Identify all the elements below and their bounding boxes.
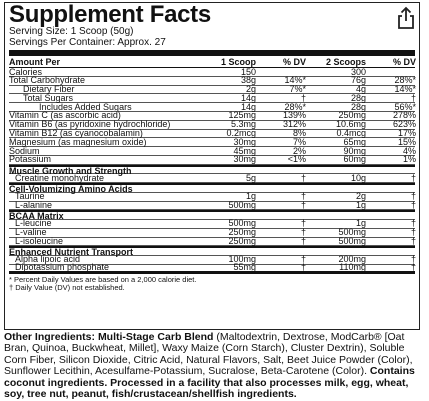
amount-2-scoops: 4g	[355, 84, 366, 95]
nutrient-name: Vitamin C (as ascorbic acid)	[9, 111, 121, 121]
dv-2-scoops: †	[410, 236, 416, 247]
dv-2-scoops: †	[410, 254, 416, 265]
other-ingredients-label: Other Ingredients:	[4, 331, 96, 343]
section-heading: BCAA Matrix	[9, 210, 415, 220]
amount-1-scoop: 30mg	[233, 154, 256, 165]
amount-2-scoops: 1g	[355, 218, 366, 229]
allergen-text: Contains coconut ingredients. Processed in a facility that also processes milk, egg, wheat, soy, tree nut, peanut, fish/crustacean/shellfish ingredients.	[4, 365, 415, 401]
amount-2-scoops: 250mg	[338, 110, 366, 121]
dv-1-scoop: †	[300, 236, 306, 247]
serving-size: Serving Size: 1 Scoop (50g)	[9, 26, 134, 37]
amount-1-scoop: 55mg	[233, 262, 256, 273]
nutrient-name: Sodium	[9, 146, 40, 156]
dv-2-scoops: 623%	[392, 119, 416, 130]
nutrient-name: Alpha lipoic acid	[15, 255, 81, 265]
amount-1-scoop: 100mg	[228, 254, 256, 265]
header-scoop2: 2 Scoops	[325, 56, 366, 67]
nutrient-name: Vitamin B6 (as pyridoxine hydrochloride)	[9, 120, 171, 130]
amount-2-scoops: 10g	[350, 172, 366, 183]
dv-1-scoop: <1%	[287, 154, 306, 165]
amount-1-scoop: 500mg	[228, 218, 256, 229]
amount-1-scoop: 38g	[240, 75, 256, 86]
header-dv2: % DV	[392, 56, 416, 67]
section-heading: Cell-Volumizing Amino Acids	[9, 183, 415, 193]
nutrient-name: L-isoleucine	[15, 237, 64, 246]
other-ingredients	[4, 332, 425, 400]
dv-1-scoop: 14%*	[284, 75, 306, 86]
nutrient-name: Calories	[9, 67, 43, 77]
amount-2-scoops: 300	[350, 66, 366, 77]
section-heading: Enhanced Nutrient Transport	[9, 246, 415, 256]
dv-2-scoops: †	[410, 227, 416, 238]
footnotes	[9, 276, 415, 293]
dv-1-scoop: 7%	[292, 136, 306, 147]
dv-2-scoops: 28%*	[394, 75, 416, 86]
table-row	[9, 238, 415, 247]
carb-blend-text: (Maltodextrin, Dextrose, ModCarb® [Oat Bran, Quinoa, Buckwheat, Millet], Waxy Maize (Corn Starch), Cluster Dextrin), Soluble Corn Fiber, Silicon Dioxide, Citric Acid, Natural Flavors, Salt, Beet Juice Powder (Color), Sunflower Lecithin, Acesulfame-Potassium, Sucralose, Beta-Carotene (Color).	[4, 331, 413, 378]
dv-1-scoop: †	[300, 254, 306, 265]
carb-blend-label: Multi-Stage Carb Blend	[97, 331, 214, 343]
amount-1-scoop: 45mg	[233, 145, 256, 156]
dv-1-scoop: †	[300, 262, 306, 273]
amount-2-scoops: 28g	[350, 92, 366, 103]
dv-2-scoops: 14%*	[394, 84, 416, 95]
nutrient-name: Dietary Fiber	[23, 85, 75, 94]
amount-1-scoop: 5.3mg	[230, 119, 256, 130]
nutrient-name: Vitamin B12 (as cyanocobalamin)	[9, 129, 143, 138]
amount-1-scoop: 14g	[240, 101, 256, 112]
dv-1-scoop: 28%*	[284, 101, 306, 112]
dv-1-scoop: 2%	[292, 145, 306, 156]
amount-2-scoops: 90mg	[343, 145, 366, 156]
amount-2-scoops: 1g	[355, 200, 366, 211]
dv-2-scoops: †	[410, 92, 416, 103]
header-dv1: % DV	[282, 56, 306, 67]
amount-2-scoops: 65mg	[343, 136, 366, 147]
amount-2-scoops: 110mg	[339, 262, 366, 273]
nutrient-name: L-alanine	[15, 201, 53, 210]
section-heading: Muscle Growth and Strength	[9, 165, 415, 175]
dv-1-scoop: 7%*	[289, 84, 306, 95]
dv-2-scoops: 4%	[402, 145, 416, 156]
dv-1-scoop: 139%	[282, 110, 306, 121]
nutrient-rows	[9, 68, 415, 165]
amount-2-scoops: 28g	[350, 101, 366, 112]
dv-2-scoops: 17%	[397, 128, 416, 139]
dv-1-scoop: †	[300, 172, 306, 183]
amount-1-scoop: 500mg	[228, 200, 256, 211]
amount-1-scoop: 150	[240, 66, 256, 77]
table-row	[9, 262, 416, 274]
dv-1-scoop: 312%	[282, 119, 306, 130]
amount-1-scoop: 0.2mcg	[226, 128, 256, 139]
amount-2-scoops: 200mg	[338, 254, 366, 265]
amount-1-scoop: 2g	[245, 84, 256, 95]
nutrient-name: Dipotassium phosphate	[15, 263, 110, 273]
nutrient-name: Total Sugars	[23, 93, 74, 103]
table-row	[9, 174, 415, 183]
servings-per-container: Servings Per Container: Approx. 27	[9, 36, 166, 48]
amount-2-scoops: 2g	[355, 191, 366, 202]
amount-2-scoops: 500mg	[338, 236, 366, 247]
footnote-percent-dv: * Percent Daily Values are based on a 2,000 calorie diet.	[9, 274, 197, 284]
nutrient-name: Taurine	[15, 192, 45, 202]
header-scoop1: 1 Scoop	[220, 56, 256, 67]
nutrient-name: L-leucine	[15, 219, 52, 229]
header-amount: Amount Per	[9, 56, 61, 67]
dv-2-scoops: 56%*	[394, 101, 416, 112]
amount-2-scoops: 0.4mcg	[336, 128, 366, 139]
dv-1-scoop: †	[300, 200, 306, 211]
amount-1-scoop: 30mg	[233, 136, 256, 147]
dv-2-scoops: †	[410, 262, 416, 273]
amount-2-scoops: 76g	[350, 75, 366, 86]
dv-1-scoop: †	[300, 218, 306, 229]
dv-2-scoops: 1%	[402, 154, 416, 165]
footnote-dv-not-established: † Daily Value (DV) not established.	[9, 283, 125, 293]
section-rows	[9, 165, 415, 274]
amount-1-scoop: 14g	[240, 92, 256, 103]
supplement-facts-panel	[4, 2, 420, 330]
nutrient-name: Magnesium (as magnesium oxide)	[9, 137, 147, 147]
dv-1-scoop: 8%	[292, 128, 306, 139]
amount-1-scoop: 250mg	[228, 227, 256, 238]
dv-2-scoops: †	[410, 200, 416, 211]
amount-1-scoop: 125mg	[228, 110, 256, 121]
amount-1-scoop: 5g	[245, 172, 256, 183]
dv-2-scoops: †	[410, 191, 416, 202]
nutrient-name: Includes Added Sugars	[39, 102, 132, 112]
amount-2-scoops: 10.6mg	[335, 119, 366, 130]
amount-2-scoops: 60mg	[343, 154, 366, 165]
nutrient-name: L-valine	[15, 228, 47, 238]
dv-2-scoops: 15%	[397, 136, 416, 147]
amount-1-scoop: 1g	[245, 191, 256, 202]
amount-2-scoops: 500mg	[338, 227, 366, 238]
nutrient-name: Creatine monohydrate	[15, 173, 105, 183]
table-row	[9, 156, 415, 165]
dv-1-scoop: †	[300, 191, 306, 202]
dv-2-scoops: †	[410, 218, 416, 229]
amount-1-scoop: 250mg	[228, 236, 256, 247]
dv-2-scoops: †	[410, 172, 416, 183]
table-row	[9, 202, 415, 211]
nutrient-name: Total Carbohydrate	[9, 76, 86, 86]
nutrient-name: Potassium	[9, 155, 52, 165]
dv-2-scoops: 278%	[392, 110, 416, 121]
dv-1-scoop: †	[300, 227, 306, 238]
panel-title: Supplement Facts	[9, 1, 211, 28]
dv-1-scoop: †	[300, 92, 306, 103]
